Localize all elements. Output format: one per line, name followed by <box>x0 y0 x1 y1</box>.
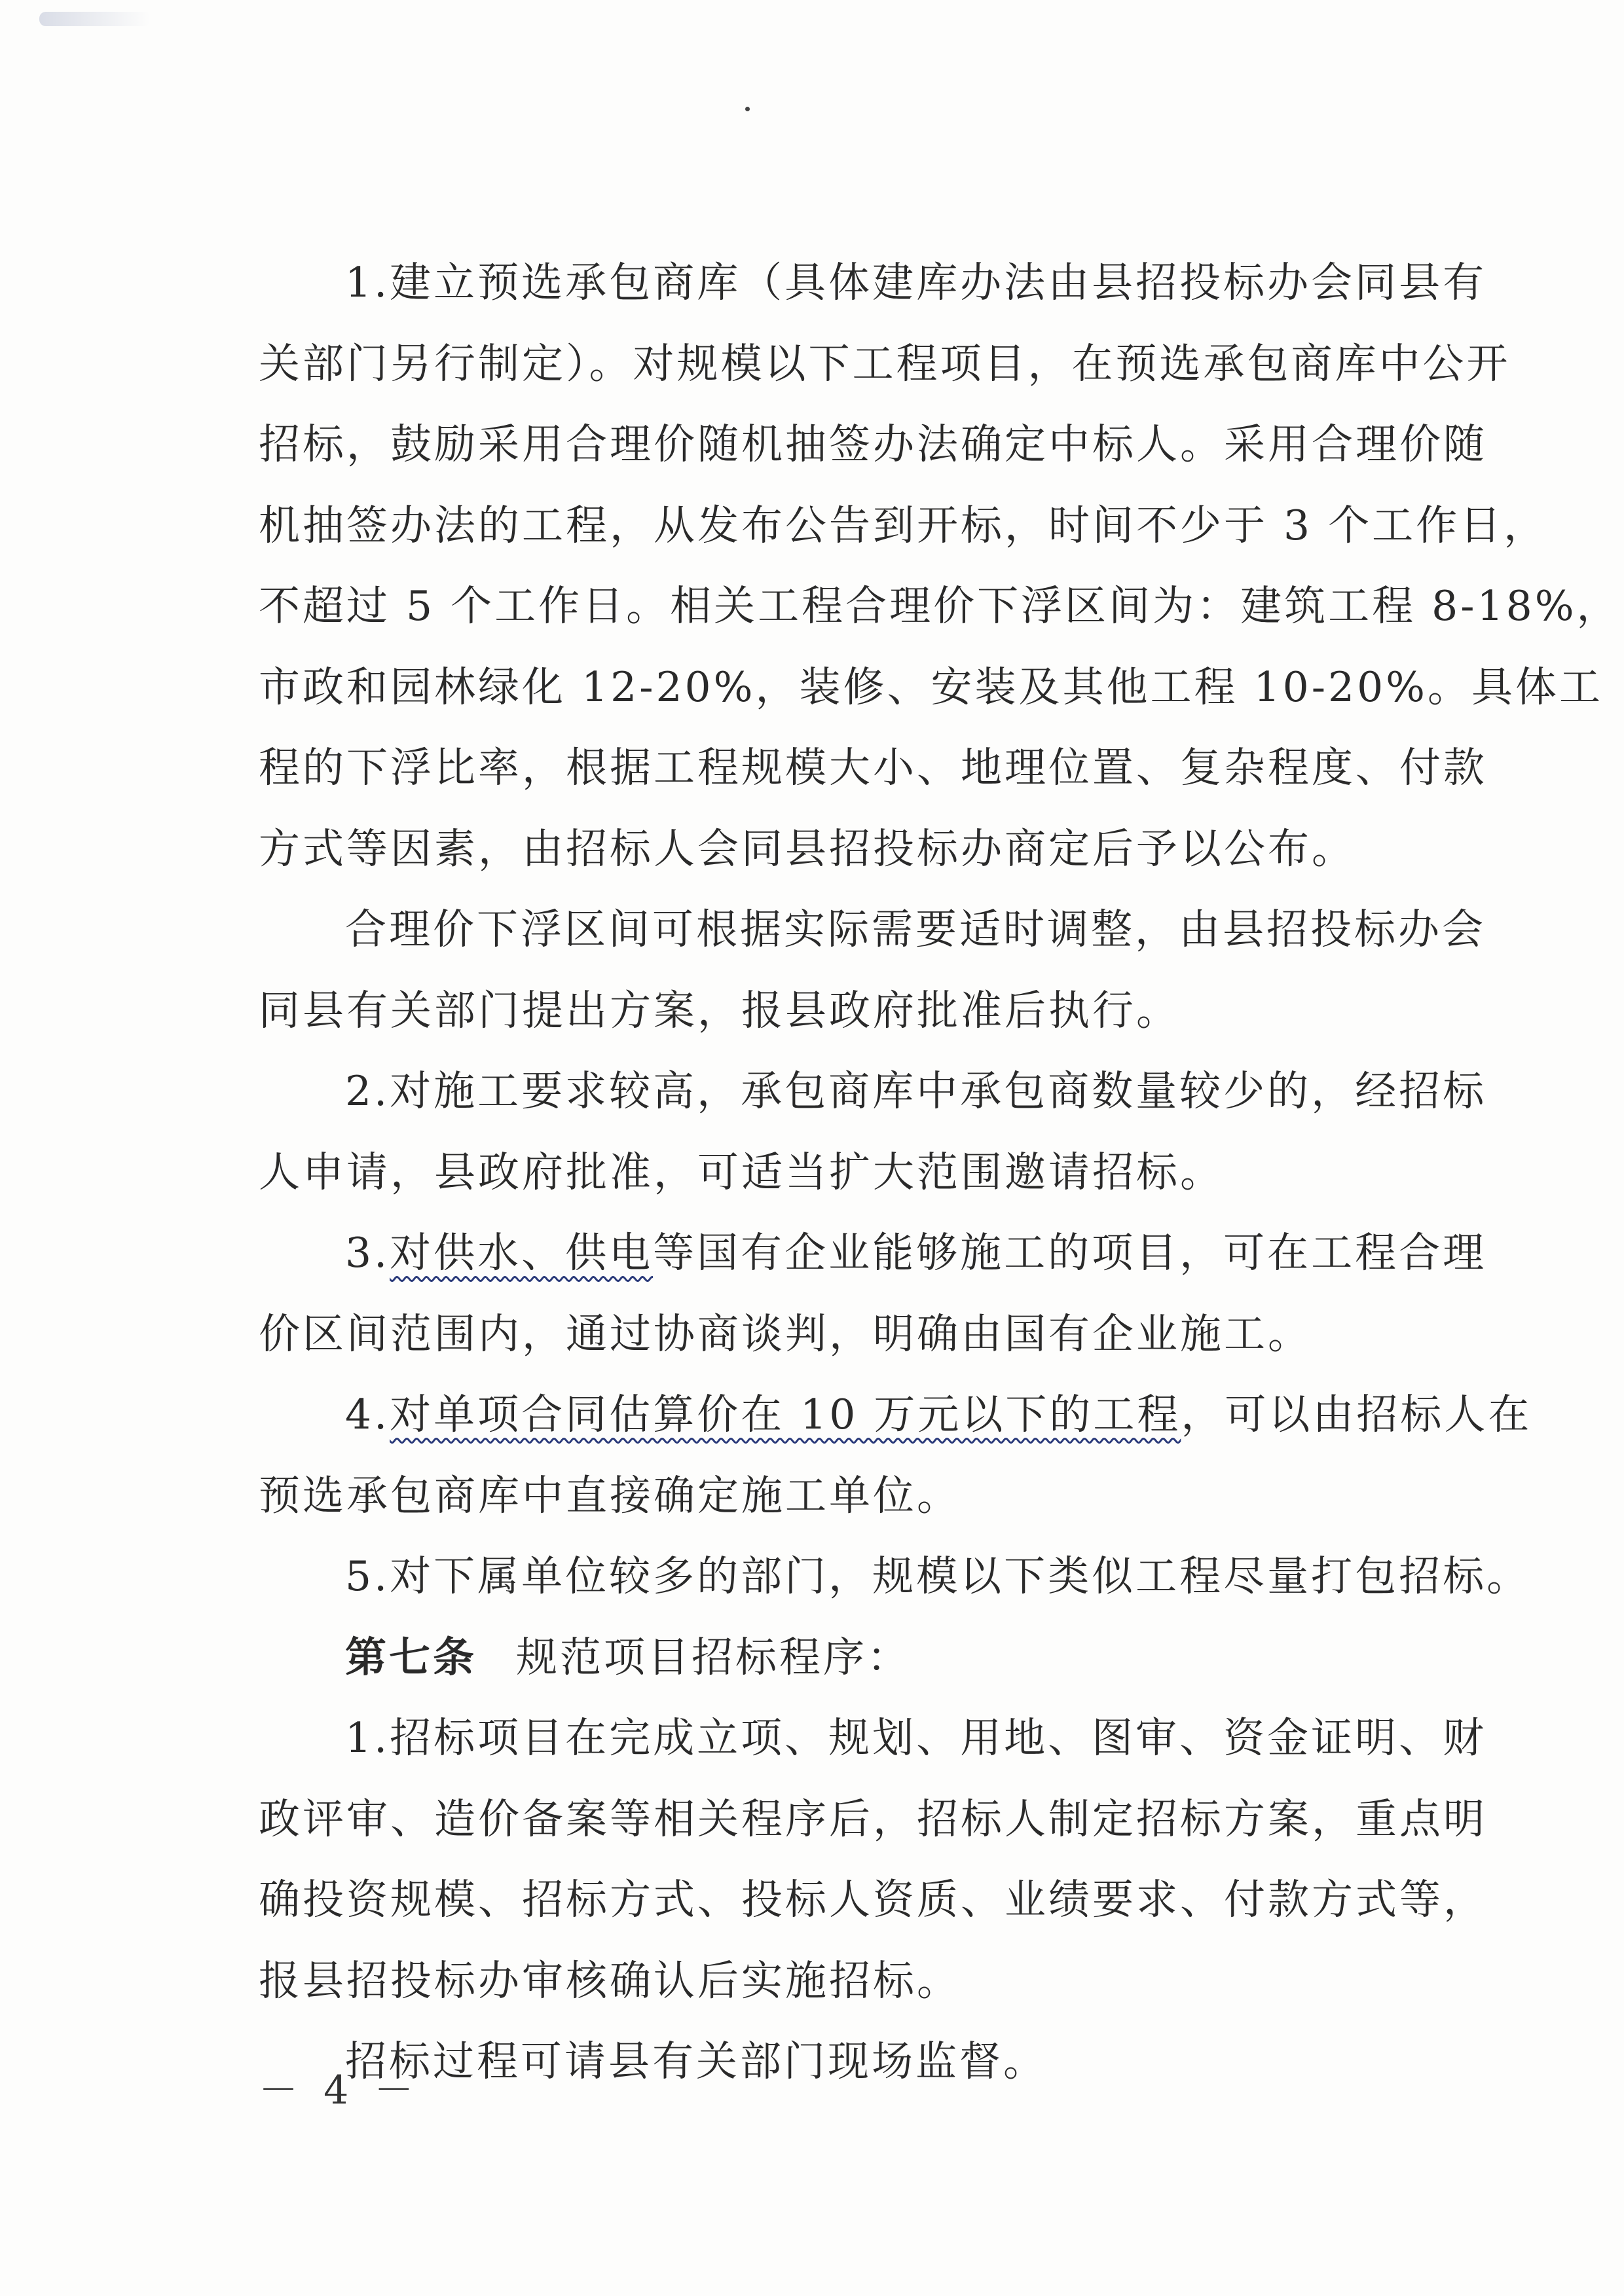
text-line: 招标过程可请县有关部门现场监督。 <box>345 2037 1047 2085</box>
scan-speck <box>745 107 750 111</box>
paragraph-group-2 <box>259 1698 1487 2102</box>
item-5-line: 5.对下属单位较多的部门，规模以下类似工程尽量打包招标。 <box>345 1552 1531 1600</box>
text-line: 合理价下浮区间可根据实际需要适时调整，由县招投标办会 <box>345 905 1486 953</box>
text-line: 人申请，县政府批准，可适当扩大范围邀请招标。 <box>259 1148 1224 1196</box>
article-7-heading-line <box>259 1617 1483 1698</box>
text-line: 确投资规模、招标方式、投标人资质、业绩要求、付款方式等， <box>259 1876 1487 1923</box>
text-line: 报县招投标办审核确认后实施招标。 <box>259 1956 961 2005</box>
item-4-number: 4. <box>345 1391 390 1438</box>
item-3-number: 3. <box>345 1229 390 1277</box>
item-3-line-2: 价区间范围内，通过协商谈判，明确由国有企业施工。 <box>259 1309 1312 1358</box>
text-line: 同县有关部门提出方案，报县政府批准后执行。 <box>259 986 1180 1034</box>
page-number: － 4 － <box>259 2068 420 2113</box>
item-4-line-1 <box>259 1374 1532 1455</box>
paragraph-group-1 <box>259 242 1621 1212</box>
text-line: 关部门另行制定）。对规模以下工程项目，在预选承包商库中公开 <box>259 339 1511 388</box>
item-4-text: ，可以由招标人在 <box>1181 1391 1532 1438</box>
text-line: 1.招标项目在完成立项、规划、用地、图审、资金证明、财 <box>345 1714 1487 1762</box>
text-line: 2.对施工要求较高，承包商库中承包商数量较少的，经招标 <box>345 1067 1487 1115</box>
article-7-number: 第七条 <box>345 1632 477 1681</box>
article-7-title: 规范项目招标程序： <box>516 1633 911 1681</box>
item-4-line-2: 预选承包商库中直接确定施工单位。 <box>259 1471 961 1520</box>
text-line: 1.建立预选承包商库（具体建库办法由县招投标办会同县有 <box>345 259 1487 306</box>
item-3-underlined-text: 对供水、供电 <box>390 1229 654 1277</box>
item-3-line-1 <box>259 1212 1487 1294</box>
item-3-text: 等国有企业能够施工的项目，可在工程合理 <box>653 1229 1487 1277</box>
item-4-underlined-text: 对单项合同估算价在 10 万元以下的工程 <box>390 1391 1181 1438</box>
text-line: 市政和园林绿化 12-20%，装修、安装及其他工程 10-20%。具体工 <box>259 663 1604 711</box>
text-line: 方式等因素，由招标人会同县招投标办商定后予以公布。 <box>259 824 1356 873</box>
text-line: 机抽签办法的工程，从发布公告到开标，时间不少于 3 个工作日， <box>259 501 1548 549</box>
text-line: 程的下浮比率，根据工程规模大小、地理位置、复杂程度、付款 <box>259 744 1487 792</box>
document-body <box>259 242 1621 2102</box>
text-line: 招标，鼓励采用合理价随机抽签办法确定中标人。采用合理价随 <box>259 420 1487 468</box>
text-line: 政评审、造价备案等相关程序后，招标人制定招标方案，重点明 <box>259 1795 1487 1843</box>
text-line: 不超过 5 个工作日。相关工程合理价下浮区间为：建筑工程 8-18%， <box>259 582 1621 630</box>
scan-artifact <box>39 12 151 26</box>
